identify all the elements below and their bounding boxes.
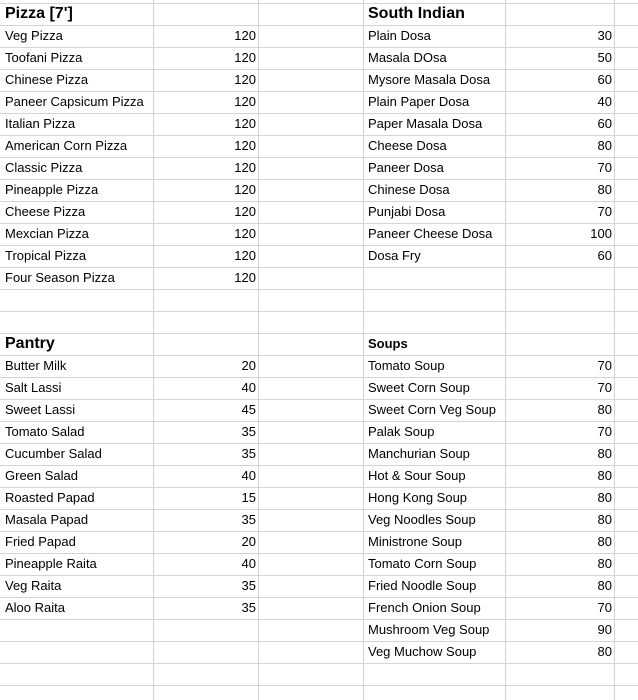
menu-item-price[interactable]: 120: [234, 72, 256, 87]
menu-item-name[interactable]: Palak Soup: [368, 424, 435, 439]
menu-item-price[interactable]: 70: [597, 380, 612, 395]
menu-item-name[interactable]: Paper Masala Dosa: [368, 116, 483, 131]
menu-item-price[interactable]: 35: [241, 512, 256, 527]
menu-item-name[interactable]: Salt Lassi: [5, 380, 62, 395]
menu-item-name[interactable]: Veg Muchow Soup: [368, 644, 477, 659]
menu-item-price[interactable]: 120: [234, 270, 256, 285]
menu-item-name[interactable]: Plain Paper Dosa: [368, 94, 470, 109]
menu-item-name[interactable]: Cucumber Salad: [5, 446, 102, 461]
menu-item-price[interactable]: 120: [234, 248, 256, 263]
menu-item-name[interactable]: Sweet Corn Soup: [368, 380, 470, 395]
menu-item-name[interactable]: Sweet Corn Veg Soup: [368, 402, 496, 417]
menu-item-price[interactable]: 80: [597, 490, 612, 505]
menu-item-name[interactable]: Veg Raita: [5, 578, 62, 593]
menu-item-price[interactable]: 40: [241, 556, 256, 571]
menu-item-price[interactable]: 120: [234, 204, 256, 219]
menu-item-price[interactable]: 100: [590, 226, 612, 241]
menu-item-price[interactable]: 30: [597, 28, 612, 43]
menu-item-price[interactable]: 120: [234, 116, 256, 131]
menu-item-name[interactable]: Roasted Papad: [5, 490, 95, 505]
menu-item-name[interactable]: Paneer Cheese Dosa: [368, 226, 493, 241]
menu-item-price[interactable]: 35: [241, 600, 256, 615]
grid-row-line: [0, 663, 638, 664]
menu-item-name[interactable]: Aloo Raita: [5, 600, 65, 615]
menu-item-price[interactable]: 70: [597, 600, 612, 615]
menu-item-price[interactable]: 20: [241, 534, 256, 549]
menu-item-price[interactable]: 120: [234, 28, 256, 43]
menu-item-price[interactable]: 120: [234, 226, 256, 241]
section-title-pantry[interactable]: Pantry: [5, 335, 55, 352]
menu-item-name[interactable]: Sweet Lassi: [5, 402, 76, 417]
grid-row-line: [0, 289, 638, 290]
menu-item-name[interactable]: Paneer Dosa: [368, 160, 444, 175]
menu-item-name[interactable]: Cheese Dosa: [368, 138, 447, 153]
menu-item-price[interactable]: 70: [597, 358, 612, 373]
menu-item-name[interactable]: Chinese Pizza: [5, 72, 89, 87]
grid-row-line: [0, 311, 638, 312]
menu-item-price[interactable]: 80: [597, 644, 612, 659]
menu-item-name[interactable]: Hot & Sour Soup: [368, 468, 466, 483]
menu-item-price[interactable]: 120: [234, 182, 256, 197]
menu-item-name[interactable]: Dosa Fry: [368, 248, 421, 263]
menu-item-name[interactable]: Veg Pizza: [5, 28, 63, 43]
menu-item-price[interactable]: 60: [597, 248, 612, 263]
menu-item-name[interactable]: Mysore Masala Dosa: [368, 72, 491, 87]
menu-item-price[interactable]: 80: [597, 138, 612, 153]
menu-item-name[interactable]: Green Salad: [5, 468, 78, 483]
menu-item-name[interactable]: Masala Papad: [5, 512, 89, 527]
menu-item-name[interactable]: Tomato Corn Soup: [368, 556, 477, 571]
menu-item-name[interactable]: Mushroom Veg Soup: [368, 622, 490, 637]
menu-item-price[interactable]: 70: [597, 204, 612, 219]
menu-item-price[interactable]: 50: [597, 50, 612, 65]
menu-item-price[interactable]: 35: [241, 424, 256, 439]
menu-item-price[interactable]: 40: [241, 468, 256, 483]
grid-column-line: [363, 0, 364, 700]
menu-item-price[interactable]: 80: [597, 182, 612, 197]
menu-item-name[interactable]: Classic Pizza: [5, 160, 83, 175]
menu-item-price[interactable]: 70: [597, 424, 612, 439]
menu-item-price[interactable]: 120: [234, 94, 256, 109]
menu-item-name[interactable]: Pineapple Pizza: [5, 182, 99, 197]
menu-item-price[interactable]: 60: [597, 72, 612, 87]
menu-item-name[interactable]: Four Season Pizza: [5, 270, 115, 285]
menu-item-price[interactable]: 80: [597, 468, 612, 483]
menu-item-price[interactable]: 70: [597, 160, 612, 175]
menu-item-price[interactable]: 80: [597, 402, 612, 417]
menu-item-price[interactable]: 15: [241, 490, 256, 505]
menu-item-name[interactable]: Cheese Pizza: [5, 204, 86, 219]
menu-item-name[interactable]: Italian Pizza: [5, 116, 76, 131]
menu-item-price[interactable]: 60: [597, 116, 612, 131]
menu-item-name[interactable]: Fried Papad: [5, 534, 76, 549]
menu-item-name[interactable]: Veg Noodles Soup: [368, 512, 476, 527]
menu-item-name[interactable]: Manchurian Soup: [368, 446, 470, 461]
menu-item-price[interactable]: 35: [241, 578, 256, 593]
menu-item-price[interactable]: 20: [241, 358, 256, 373]
menu-item-name[interactable]: French Onion Soup: [368, 600, 481, 615]
menu-item-name[interactable]: Butter Milk: [5, 358, 67, 373]
menu-item-name[interactable]: Mexcian Pizza: [5, 226, 89, 241]
menu-item-name[interactable]: Tomato Soup: [368, 358, 445, 373]
menu-item-name[interactable]: Fried Noodle Soup: [368, 578, 477, 593]
menu-item-price[interactable]: 40: [597, 94, 612, 109]
menu-item-price[interactable]: 45: [241, 402, 256, 417]
menu-item-price[interactable]: 90: [597, 622, 612, 637]
menu-item-price[interactable]: 35: [241, 446, 256, 461]
menu-item-name[interactable]: Tropical Pizza: [5, 248, 87, 263]
menu-item-name[interactable]: Tomato Salad: [5, 424, 85, 439]
menu-item-name[interactable]: Paneer Capsicum Pizza: [5, 94, 144, 109]
menu-item-name[interactable]: Pineapple Raita: [5, 556, 97, 571]
menu-item-name[interactable]: American Corn Pizza: [5, 138, 128, 153]
menu-item-price[interactable]: 80: [597, 512, 612, 527]
menu-item-name[interactable]: Chinese Dosa: [368, 182, 450, 197]
grid-row-line: [0, 685, 638, 686]
menu-item-price[interactable]: 80: [597, 578, 612, 593]
menu-item-price[interactable]: 80: [597, 534, 612, 549]
menu-item-price[interactable]: 80: [597, 446, 612, 461]
section-title-soups[interactable]: Soups: [368, 336, 408, 351]
menu-item-price[interactable]: 120: [234, 160, 256, 175]
menu-item-name[interactable]: Punjabi Dosa: [368, 204, 446, 219]
menu-item-price[interactable]: 80: [597, 556, 612, 571]
menu-item-name[interactable]: Ministrone Soup: [368, 534, 462, 549]
menu-item-name[interactable]: Hong Kong Soup: [368, 490, 468, 505]
menu-item-price[interactable]: 40: [241, 380, 256, 395]
section-title-pizza[interactable]: Pizza [7']: [5, 5, 73, 22]
menu-item-name[interactable]: Toofani Pizza: [5, 50, 83, 65]
section-title-south_indian[interactable]: South Indian: [368, 5, 465, 22]
menu-item-name[interactable]: Plain Dosa: [368, 28, 431, 43]
menu-item-name[interactable]: Masala DOsa: [368, 50, 447, 65]
menu-item-price[interactable]: 120: [234, 138, 256, 153]
menu-item-price[interactable]: 120: [234, 50, 256, 65]
